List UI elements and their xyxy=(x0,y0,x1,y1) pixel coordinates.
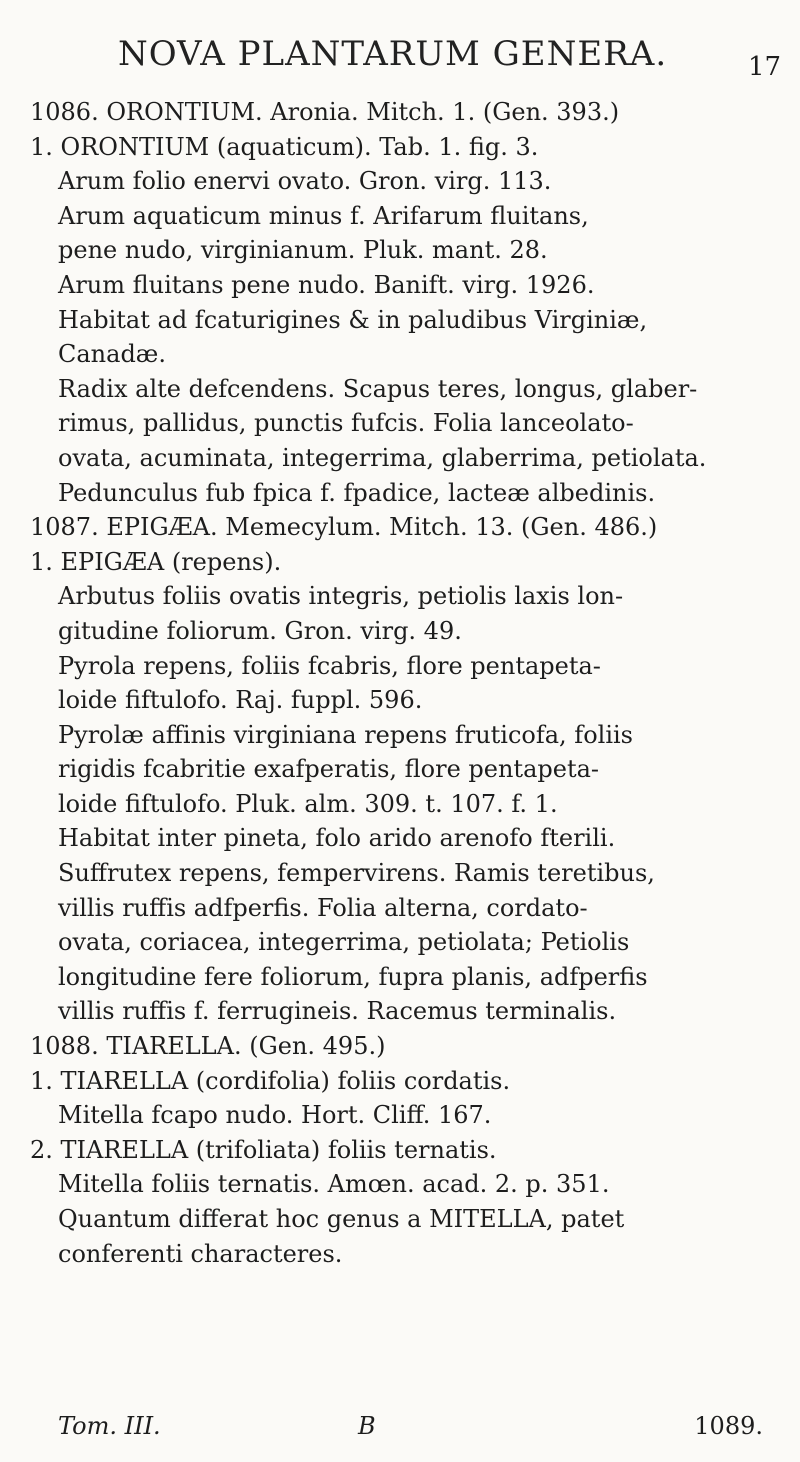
species-tiarella-cordifolia: 1. TIARELLA (cordifolia) foliis cordatis. xyxy=(30,1066,511,1095)
text-line: gitudine foliorum. Gron. virg. 49. xyxy=(58,616,462,645)
genus-heading-1086: 1086. ORONTIUM. Aronia. Mitch. 1. (Gen. 393.) xyxy=(30,98,620,126)
text-line: Radix alte defcendens. Scapus teres, longus, glaber- xyxy=(58,374,698,403)
text-line: Arum fluitans pene nudo. Banift. virg. 1926. xyxy=(58,270,595,299)
text-line: Pyrola repens, foliis fcabris, flore pentapeta- xyxy=(58,651,601,680)
genus-heading-1087: 1087. EPIGÆA. Memecylum. Mitch. 13. (Gen. 486.) xyxy=(30,513,658,542)
volume-mark: Tom. III. xyxy=(58,1412,161,1440)
text-line: Pedunculus fub fpica f. fpadice, lacteæ albedinis. xyxy=(58,478,656,507)
text-line: loide fiftulofo. Raj. fuppl. 596. xyxy=(58,686,423,715)
text-line: Canadæ. xyxy=(58,340,166,369)
signature-mark: B xyxy=(358,1412,376,1440)
text-line: Mitella foliis ternatis. Amœn. acad. 2. p. 351. xyxy=(58,1170,610,1199)
text-line: Habitat ad fcaturigines & in paludibus Virginiæ, xyxy=(58,305,648,334)
text-line: ovata, coriacea, integerrima, petiolata; Petiolis xyxy=(58,928,630,957)
text-body xyxy=(30,95,780,1271)
text-line: villis ruffis adfperfis. Folia alterna, cordato- xyxy=(58,893,588,922)
page-footer xyxy=(58,1412,763,1440)
genus-heading-1088: 1088. TIARELLA. (Gen. 495.) xyxy=(30,1032,386,1061)
text-line: rimus, pallidus, punctis fufcis. Folia lanceolato- xyxy=(58,409,634,438)
text-line: Mitella fcapo nudo. Hort. Cliff. 167. xyxy=(58,1101,492,1130)
text-line: Arum folio enervi ovato. Gron. virg. 113. xyxy=(58,167,552,196)
text-line: villis ruffis f. ferrugineis. Racemus terminalis. xyxy=(58,997,617,1026)
species-epigaea-repens: 1. EPIGÆA (repens). xyxy=(30,547,282,576)
species-orontium-aquaticum: 1. ORONTIUM (aquaticum). Tab. 1. fig. 3. xyxy=(30,132,539,161)
running-head: NOVA PLANTARUM GENERA. xyxy=(118,34,668,74)
text-line: loide fiftulofo. Pluk. alm. 309. t. 107. f. 1. xyxy=(58,789,558,818)
text-line: conferenti characteres. xyxy=(58,1239,343,1268)
text-line: Arum aquaticum minus f. Arifarum fluitans, xyxy=(58,201,589,230)
text-line: Suffrutex repens, fempervirens. Ramis teretibus, xyxy=(58,859,655,888)
page-number: 17 xyxy=(748,52,782,82)
catchword: 1089. xyxy=(694,1412,763,1440)
text-line: ovata, acuminata, integerrima, glaberrima, petiolata. xyxy=(58,443,707,472)
text-line: Habitat inter pineta, folo arido arenofo fterili. xyxy=(58,824,616,853)
text-line: Quantum differat hoc genus a MITELLA, patet xyxy=(58,1205,625,1233)
text-line: rigidis fcabritie exafperatis, flore pentapeta- xyxy=(58,755,600,784)
species-tiarella-trifoliata: 2. TIARELLA (trifoliata) foliis ternatis. xyxy=(30,1135,497,1164)
text-line: Arbutus foliis ovatis integris, petiolis laxis lon- xyxy=(58,582,624,611)
text-line: longitudine fere foliorum, fupra planis, adfperfis xyxy=(58,962,648,991)
text-line: pene nudo, virginianum. Pluk. mant. 28. xyxy=(58,236,548,265)
text-line: Pyrolæ affinis virginiana repens fruticofa, foliis xyxy=(58,720,633,749)
